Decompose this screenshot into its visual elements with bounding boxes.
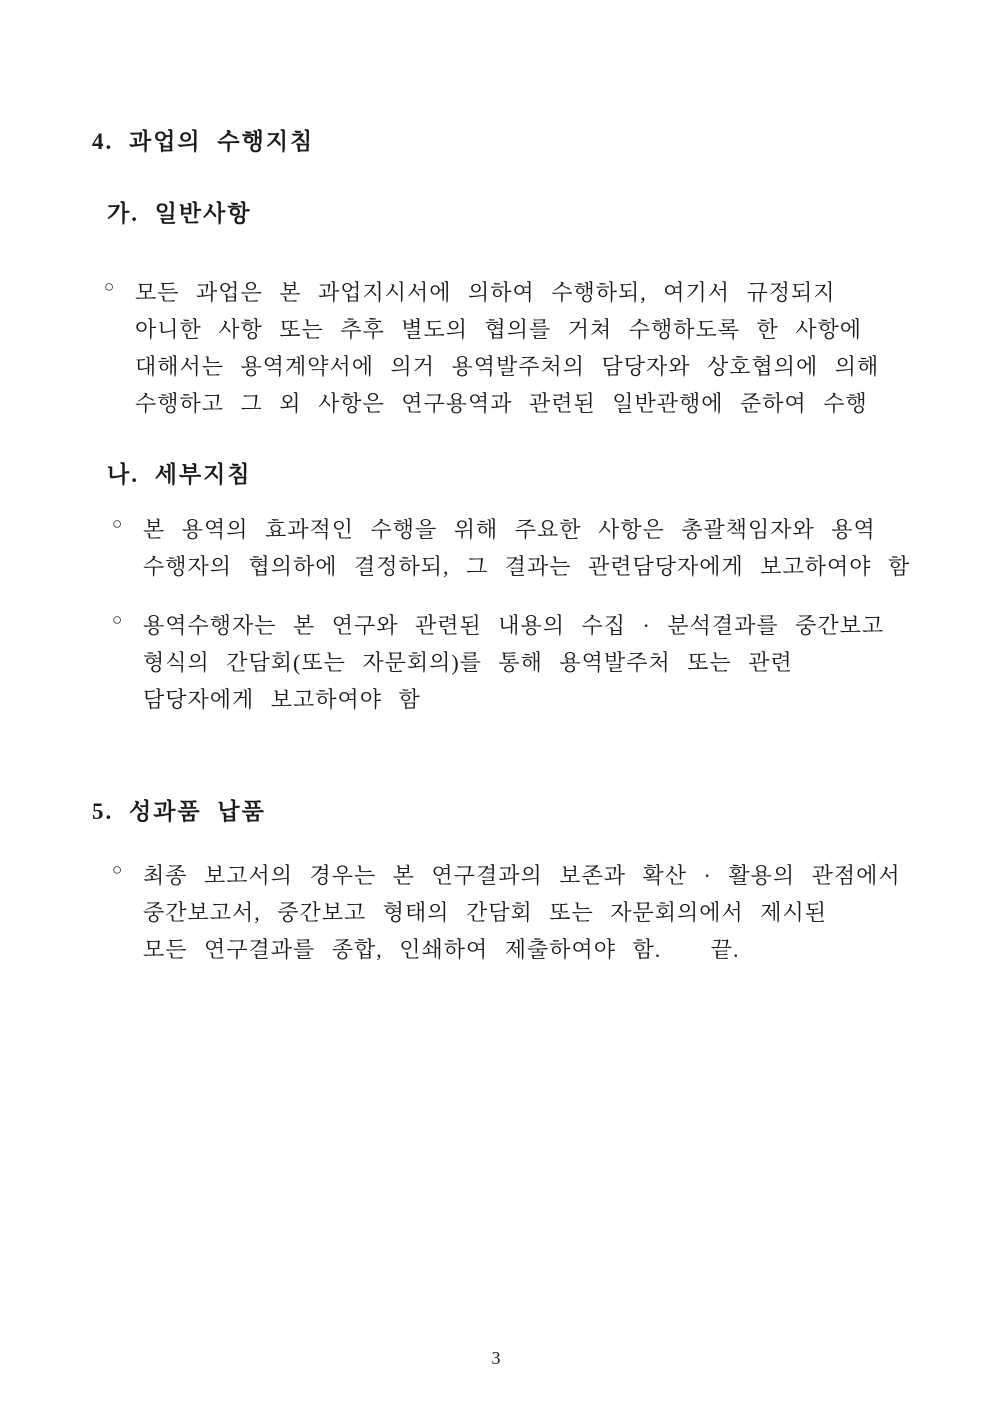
- paragraph-line: 본 용역의 효과적인 수행을 위해 주요한 사항은 총괄책임자와 용역: [143, 517, 876, 542]
- paragraph-line: 모든 연구결과를 종합, 인쇄하여 제출하여야 함. 끝.: [143, 937, 740, 962]
- paragraph-line: 모든 과업은 본 과업지시서에 의하여 수행하되, 여기서 규정되지: [135, 280, 836, 305]
- paragraph-line: 담당자에게 보고하여야 함: [143, 687, 421, 712]
- circle-bullet-icon: ○: [112, 860, 123, 879]
- paragraph-line: 중간보고서, 중간보고 형태의 간담회 또는 자문회의에서 제시된: [143, 900, 828, 925]
- subsection-ga-title: 가. 일반사항: [107, 201, 252, 226]
- subsection-na-title: 나. 세부지침: [107, 462, 252, 487]
- bullet-paragraph: [104, 274, 955, 422]
- circle-bullet-icon: ○: [112, 514, 123, 533]
- paragraph-line: 수행자의 협의하에 결정하되, 그 결과는 관련담당자에게 보고하여야 함: [143, 554, 911, 579]
- paragraph-line: 최종 보고서의 경우는 본 연구결과의 보존과 확산 · 활용의 관점에서: [143, 863, 901, 888]
- bullet-paragraph: [112, 607, 963, 718]
- paragraph-line: 형식의 간담회(또는 자문회의)를 통해 용역발주처 또는 관련: [143, 650, 793, 675]
- bullet-paragraph: [112, 511, 963, 585]
- section-4-title: 4. 과업의 수행지침: [92, 129, 315, 154]
- paragraph-line: 아니한 사항 또는 추후 별도의 협의를 거쳐 수행하도록 한 사항에: [135, 317, 863, 342]
- circle-bullet-icon: ○: [112, 610, 123, 629]
- circle-bullet-icon: ○: [104, 277, 115, 296]
- paragraph-line: 용역수행자는 본 연구와 관련된 내용의 수집 · 분석결과를 중간보고: [143, 613, 885, 638]
- paragraph-line: 대해서는 용역계약서에 의거 용역발주처의 담당자와 상호협의에 의해: [135, 354, 880, 379]
- paragraph-line: 수행하고 그 외 사항은 연구용역과 관련된 일반관행에 준하여 수행: [135, 391, 868, 416]
- bullet-paragraph: [112, 857, 963, 968]
- section-5-title: 5. 성과품 납품: [92, 799, 266, 824]
- page-number: 3: [491, 1348, 501, 1368]
